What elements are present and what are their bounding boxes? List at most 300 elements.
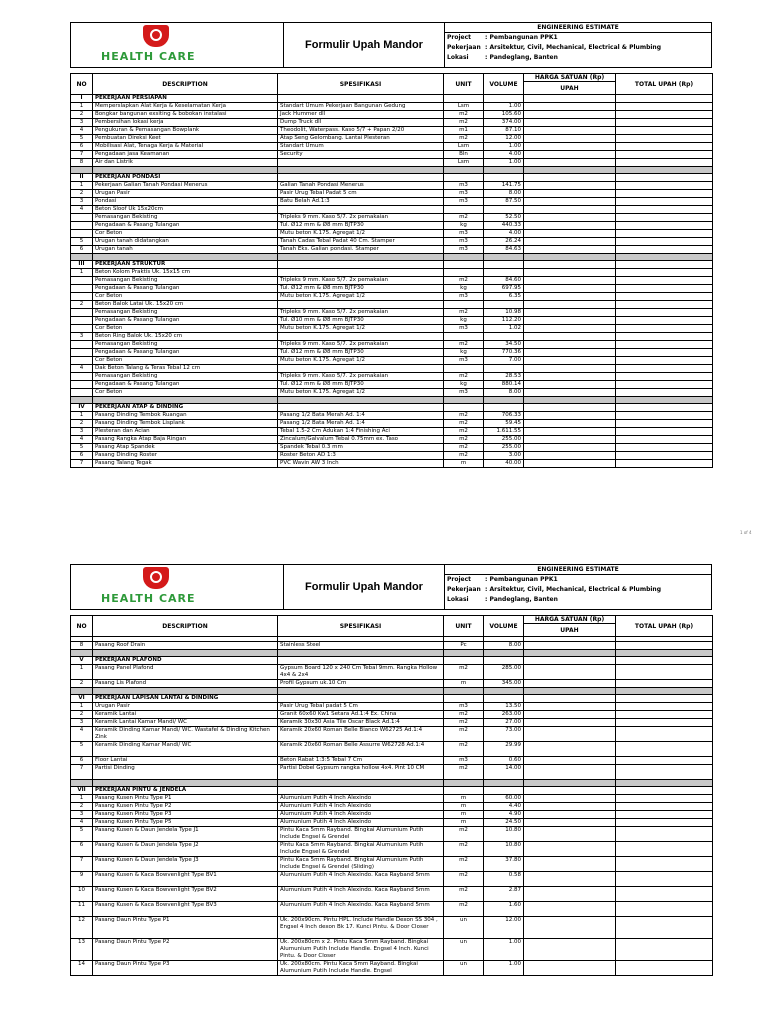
cell-no: 3	[71, 428, 93, 436]
cell-unit: m2	[444, 420, 484, 428]
cell-total	[616, 460, 713, 468]
cell-unit: kg	[444, 222, 484, 230]
col-harga: HARGA SATUAN (Rp)	[524, 616, 616, 624]
table-row	[71, 135, 713, 143]
cell-volume: 14.00	[484, 765, 524, 780]
cell-description: Bongkar bangunan exsiting & bobokan instalasi	[93, 111, 278, 119]
cell-no: 6	[71, 246, 93, 254]
cell-upah	[524, 887, 616, 902]
cell-total	[616, 428, 713, 436]
cell-unit	[444, 365, 484, 373]
cell-upah	[524, 373, 616, 381]
cell-unit: m3	[444, 198, 484, 206]
cell-total	[616, 135, 713, 143]
table-row	[71, 190, 713, 198]
cell-no: 2	[71, 711, 93, 719]
cell-description: Pengadaan & Pasang Tulangan	[93, 317, 278, 325]
cell-spesifikasi: Alumunium Putih 4 Inch Alexindo	[278, 819, 444, 827]
cell-upah	[524, 803, 616, 811]
cell-volume: 34.50	[484, 341, 524, 349]
cell-description: Pasang Kusen Pintu Type P5	[93, 819, 278, 827]
cell-total	[616, 961, 713, 976]
cell-no: 5	[71, 827, 93, 842]
cell-description: Pemasangan Bekisting	[93, 277, 278, 285]
cell-unit	[444, 787, 484, 795]
cell-no	[71, 381, 93, 389]
cell-unit: m3	[444, 238, 484, 246]
cell-upah	[524, 333, 616, 341]
cell-description: Keramik Dinding Kamar Mandi/ WC. Wastafel & Dinding Kitchen Zink	[93, 727, 278, 742]
cell-upah	[524, 827, 616, 842]
cell-no: 6	[71, 842, 93, 857]
cell-total	[616, 143, 713, 151]
cell-upah	[524, 246, 616, 254]
cell-description: PEKERJAAN PONDASI	[93, 174, 278, 182]
cell-no: 7	[71, 460, 93, 468]
cell-total	[616, 727, 713, 742]
cell-total	[616, 842, 713, 857]
cell-unit: m2	[444, 436, 484, 444]
table-row	[71, 939, 713, 961]
cell-volume	[484, 365, 524, 373]
table-row	[71, 317, 713, 325]
cell-spesifikasi: Security	[278, 151, 444, 159]
cell-unit: m3	[444, 357, 484, 365]
cell-upah	[524, 842, 616, 857]
cell-total	[616, 182, 713, 190]
health-care-logo	[71, 565, 284, 609]
cell-unit: m2	[444, 309, 484, 317]
cell-spesifikasi: Keramik 30x30 Asia Tile Oscar Black Ad.1:4	[278, 719, 444, 727]
cell-spesifikasi	[278, 657, 444, 665]
cell-no: 8	[71, 642, 93, 650]
pekerjaan-value: : Arsitektur, Civil, Mechanical, Electrical & Plumbing	[485, 586, 661, 593]
cell-upah	[524, 135, 616, 143]
section-separator	[71, 780, 713, 787]
cell-no: 1	[71, 703, 93, 711]
cell-upah	[524, 680, 616, 688]
section-header-row	[71, 657, 713, 665]
cell-total	[616, 444, 713, 452]
cell-no: 12	[71, 917, 93, 939]
cell-upah	[524, 103, 616, 111]
cell-spesifikasi: Profil Gypsum uk.10 Cm	[278, 680, 444, 688]
cell-no: 5	[71, 238, 93, 246]
cell-description: Cor Beton	[93, 325, 278, 333]
cell-spesifikasi: Tripleks 9 mm. Kaso 5/7. 2x pemakaian	[278, 309, 444, 317]
cell-total	[616, 151, 713, 159]
cell-unit: m1	[444, 127, 484, 135]
cell-upah	[524, 917, 616, 939]
cell-total	[616, 665, 713, 680]
cell-unit: m2	[444, 452, 484, 460]
cell-unit: m	[444, 795, 484, 803]
cell-spesifikasi: Tripleks 9 mm. Kaso 5/7. 2x pemakaian	[278, 277, 444, 285]
table-row	[71, 803, 713, 811]
cell-upah	[524, 420, 616, 428]
cell-unit: m2	[444, 742, 484, 757]
cell-spesifikasi: Tul. Ø12 mm & Ø8 mm BJTP30	[278, 349, 444, 357]
cell-total	[616, 887, 713, 902]
table-row	[71, 703, 713, 711]
cell-unit: Lsm	[444, 103, 484, 111]
cell-total	[616, 857, 713, 872]
section-separator	[71, 254, 713, 261]
cell-description: Urugan tanah didatangkan	[93, 238, 278, 246]
cell-spesifikasi: Alumunium Putih 4 Inch Alexindo. Kaca Rayband 5mm	[278, 902, 444, 917]
form-page-1	[70, 22, 712, 468]
cell-spesifikasi: Jack Hummer dll	[278, 111, 444, 119]
cell-spesifikasi: Standart Umum	[278, 143, 444, 151]
cell-spesifikasi: Tanah Cadas Tebal Padat 40 Cm. Stamper	[278, 238, 444, 246]
cell-total	[616, 174, 713, 182]
table-row	[71, 711, 713, 719]
cell-volume: 1.00	[484, 103, 524, 111]
cell-unit: Lsm	[444, 143, 484, 151]
cell-upah	[524, 365, 616, 373]
table-row	[71, 301, 713, 309]
table-row	[71, 765, 713, 780]
col-unit: UNIT	[444, 74, 484, 95]
cell-unit: m3	[444, 230, 484, 238]
table-row	[71, 365, 713, 373]
cell-upah	[524, 214, 616, 222]
cell-spesifikasi: Tripleks 9 mm. Kaso 5/7. 2x pemakaian	[278, 341, 444, 349]
cell-total	[616, 389, 713, 397]
cell-description: Pengadaan & Pasang Tulangan	[93, 381, 278, 389]
pekerjaan-line	[445, 585, 711, 595]
cell-unit: m2	[444, 214, 484, 222]
cell-spesifikasi: Spandek Tebal 0.3 mm	[278, 444, 444, 452]
cell-upah	[524, 389, 616, 397]
cell-spesifikasi	[278, 301, 444, 309]
cell-volume: 255.00	[484, 444, 524, 452]
cell-volume: 27.00	[484, 719, 524, 727]
cell-total	[616, 285, 713, 293]
cell-no: III	[71, 261, 93, 269]
col-spesifikasi: SPESIFIKASI	[278, 74, 444, 95]
cell-no: 9	[71, 872, 93, 887]
project-info	[445, 565, 711, 609]
cell-upah	[524, 436, 616, 444]
cell-spesifikasi: Atap Seng Gelombang. Lantai Plesteran	[278, 135, 444, 143]
cell-spesifikasi: Tul. Ø12 mm & Ø8 mm BJTP30	[278, 381, 444, 389]
table-row	[71, 238, 713, 246]
cell-unit: m3	[444, 182, 484, 190]
cell-spesifikasi: Granit 60x60 Kw1 Setara Ad.1:4 Ex. China	[278, 711, 444, 719]
cell-volume: 37.80	[484, 857, 524, 872]
cell-no: 7	[71, 857, 93, 872]
cell-no: 4	[71, 819, 93, 827]
col-upah: UPAH	[524, 624, 616, 637]
cell-total	[616, 703, 713, 711]
cell-spesifikasi: Batu Belah Ad.1:3	[278, 198, 444, 206]
cell-description: Pemasangan Bekisting	[93, 214, 278, 222]
cell-upah	[524, 261, 616, 269]
cell-no: 6	[71, 452, 93, 460]
lokasi-label: Lokasi	[447, 54, 469, 61]
cell-spesifikasi	[278, 159, 444, 167]
col-total: TOTAL UPAH (Rp)	[616, 616, 713, 637]
cell-total	[616, 795, 713, 803]
cell-spesifikasi: Tripleks 9 mm. Kaso 5/7. 2x pemakaian	[278, 373, 444, 381]
cell-volume	[484, 333, 524, 341]
cell-unit	[444, 695, 484, 703]
cell-upah	[524, 230, 616, 238]
table-row	[71, 857, 713, 872]
cell-spesifikasi: Pasir Urug Tebal Padat 5 cm	[278, 190, 444, 198]
cell-upah	[524, 452, 616, 460]
cell-spesifikasi: Gypsum Board 120 x 240 Cm Tebal 9mm. Rangka Hollow 4x4 & 2x4	[278, 665, 444, 680]
cell-no: 2	[71, 803, 93, 811]
table-row	[71, 151, 713, 159]
cell-volume: 84.63	[484, 246, 524, 254]
cell-volume: 10.98	[484, 309, 524, 317]
cell-unit: m2	[444, 827, 484, 842]
cell-total	[616, 803, 713, 811]
cell-description: Pasang Daun Pintu Type P3	[93, 961, 278, 976]
cell-upah	[524, 293, 616, 301]
cell-spesifikasi: Stainless Steel	[278, 642, 444, 650]
cell-no: 4	[71, 206, 93, 214]
cell-no: 7	[71, 765, 93, 780]
cell-description: Pasang Dinding Tembok Ruangan	[93, 412, 278, 420]
table-row	[71, 127, 713, 135]
cell-volume: 73.00	[484, 727, 524, 742]
table-row	[71, 680, 713, 688]
page-number: 1 of 4	[740, 530, 752, 535]
table-row	[71, 285, 713, 293]
cell-volume: 1.00	[484, 143, 524, 151]
cell-volume	[484, 95, 524, 103]
cell-no: II	[71, 174, 93, 182]
cell-unit	[444, 95, 484, 103]
table-row	[71, 917, 713, 939]
cell-no	[71, 325, 93, 333]
section-header-row	[71, 95, 713, 103]
project-label: Project	[447, 576, 472, 583]
cell-description: Pasang Kusen Pintu Type P2	[93, 803, 278, 811]
cell-volume	[484, 695, 524, 703]
section-header-row	[71, 695, 713, 703]
table-row	[71, 444, 713, 452]
cell-spesifikasi: Tanah Eks. Galian pondasi. Stamper	[278, 246, 444, 254]
cell-volume: 13.50	[484, 703, 524, 711]
cell-no	[71, 222, 93, 230]
cell-volume	[484, 404, 524, 412]
cell-unit: kg	[444, 285, 484, 293]
cell-description: Floor Lantai	[93, 757, 278, 765]
table-row	[71, 198, 713, 206]
table-row	[71, 143, 713, 151]
cell-total	[616, 819, 713, 827]
cell-volume: 345.00	[484, 680, 524, 688]
cell-description: Dak Beton Talang & Teras Tebal 12 cm	[93, 365, 278, 373]
cell-no	[71, 277, 93, 285]
cell-no: 1	[71, 665, 93, 680]
cell-volume: 770.36	[484, 349, 524, 357]
cell-description: Pasang Kusen & Kaca Bowvenlight Type BV1	[93, 872, 278, 887]
cell-description: Pasang Kusen & Daun Jendela Type J3	[93, 857, 278, 872]
cell-total	[616, 317, 713, 325]
cell-description: PEKERJAAN STRUKTUR	[93, 261, 278, 269]
cell-total	[616, 309, 713, 317]
cell-upah	[524, 642, 616, 650]
table-row	[71, 436, 713, 444]
cell-upah	[524, 143, 616, 151]
cell-spesifikasi: Alumunium Putih 4 Inch Alexindo	[278, 811, 444, 819]
cell-volume	[484, 206, 524, 214]
cell-total	[616, 357, 713, 365]
col-description: DESCRIPTION	[93, 616, 278, 637]
cell-upah	[524, 404, 616, 412]
cell-volume: 1.00	[484, 939, 524, 961]
cell-total	[616, 127, 713, 135]
cell-unit: kg	[444, 381, 484, 389]
logo-emblem-icon	[143, 567, 169, 589]
cell-description: Pasang Daun Pintu Type P2	[93, 939, 278, 961]
table-row	[71, 293, 713, 301]
cell-spesifikasi: Alumunium Putih 4 Inch Alexindo. Kaca Rayband 5mm	[278, 872, 444, 887]
cell-unit: m2	[444, 887, 484, 902]
cell-total	[616, 412, 713, 420]
cell-volume: 87.50	[484, 198, 524, 206]
cell-unit: m	[444, 460, 484, 468]
cell-upah	[524, 695, 616, 703]
cell-spesifikasi: Zincalum/Galvalum Tebal 0.75mm ex. Taso	[278, 436, 444, 444]
cell-unit	[444, 261, 484, 269]
cell-description: Pembuatan Direksi Keet	[93, 135, 278, 143]
cell-volume: 24.50	[484, 819, 524, 827]
cell-description: PEKERJAAN LAPISAN LANTAI & DINDING	[93, 695, 278, 703]
cell-spesifikasi: Mutu beton K.175. Agregat 1/2	[278, 389, 444, 397]
cell-spesifikasi	[278, 695, 444, 703]
cell-no: 5	[71, 742, 93, 757]
cell-volume: 4.00	[484, 230, 524, 238]
col-upah: UPAH	[524, 82, 616, 95]
cell-volume: 4.40	[484, 803, 524, 811]
cell-upah	[524, 872, 616, 887]
cell-total	[616, 261, 713, 269]
cell-description: Urugan Pasir	[93, 190, 278, 198]
cell-spesifikasi: Tul. Ø12 mm & Ø8 mm BJTP30	[278, 285, 444, 293]
col-volume: VOLUME	[484, 74, 524, 95]
cell-total	[616, 939, 713, 961]
cell-volume: 29.99	[484, 742, 524, 757]
project-label: Project	[447, 34, 472, 41]
cell-description: Pekerjaan Galian Tanah Pondasi Menerus	[93, 182, 278, 190]
cell-spesifikasi: Pintu Kaca 5mm Rayband. Bingkai Alumunium Putih Include Engsel & Grendel (Sliding)	[278, 857, 444, 872]
cell-spesifikasi	[278, 333, 444, 341]
table-row	[71, 887, 713, 902]
table-row	[71, 961, 713, 976]
section-separator	[71, 688, 713, 695]
cell-no: 2	[71, 680, 93, 688]
project-line	[445, 33, 711, 43]
cell-upah	[524, 111, 616, 119]
section-separator	[71, 397, 713, 404]
cell-description: Pasang Dinding Roster	[93, 452, 278, 460]
cell-unit: m2	[444, 711, 484, 719]
cell-unit	[444, 269, 484, 277]
table-row	[71, 103, 713, 111]
cell-spesifikasi: Pasang 1/2 Bata Merah Ad. 1:4	[278, 420, 444, 428]
cell-description: Partisi Dinding	[93, 765, 278, 780]
cell-volume: 60.00	[484, 795, 524, 803]
cell-spesifikasi: Tul. Ø10 mm & Ø8 mm BJTP30	[278, 317, 444, 325]
cell-volume: 2.87	[484, 887, 524, 902]
table-row	[71, 827, 713, 842]
table-row	[71, 872, 713, 887]
logo-text: HEALTH CARE	[101, 592, 196, 605]
cell-unit	[444, 206, 484, 214]
cell-volume: 0.58	[484, 872, 524, 887]
cell-upah	[524, 325, 616, 333]
cell-unit: Pc	[444, 642, 484, 650]
cell-upah	[524, 719, 616, 727]
cell-spesifikasi: Pasang 1/2 Bata Merah Ad. 1:4	[278, 412, 444, 420]
cell-spesifikasi	[278, 365, 444, 373]
cell-spesifikasi: Mutu beton K.175. Agregat 1/2	[278, 325, 444, 333]
cell-upah	[524, 269, 616, 277]
cell-spesifikasi	[278, 261, 444, 269]
cell-no: 1	[71, 182, 93, 190]
cell-upah	[524, 151, 616, 159]
cell-no: 3	[71, 811, 93, 819]
cell-description: Pasang Atap Spandek	[93, 444, 278, 452]
cell-total	[616, 301, 713, 309]
cell-volume: 263.00	[484, 711, 524, 719]
section-header-row	[71, 404, 713, 412]
estimate-table-1	[70, 73, 713, 468]
cell-total	[616, 719, 713, 727]
cell-upah	[524, 119, 616, 127]
cell-description: PEKERJAAN ATAP & DINDING	[93, 404, 278, 412]
cell-total	[616, 695, 713, 703]
cell-description: Pasang Roof Drain	[93, 642, 278, 650]
cell-volume: 3.00	[484, 452, 524, 460]
cell-volume: 1.611.55	[484, 428, 524, 436]
table-row	[71, 727, 713, 742]
table-row	[71, 381, 713, 389]
cell-no: 4	[71, 727, 93, 742]
cell-unit: m2	[444, 277, 484, 285]
cell-volume: 52.50	[484, 214, 524, 222]
cell-volume: 1.00	[484, 159, 524, 167]
lokasi-value: : Pandeglang, Banten	[485, 54, 558, 61]
cell-spesifikasi: PVC Wavin AW 3 Inch	[278, 460, 444, 468]
cell-total	[616, 742, 713, 757]
cell-description: PEKERJAAN PINTU & JENDELA	[93, 787, 278, 795]
cell-upah	[524, 742, 616, 757]
cell-spesifikasi: Mutu beton K.175. Agregat 1/2	[278, 293, 444, 301]
form-header	[70, 564, 712, 610]
cell-description: Memperslapkan Alat Kerja & Keselamatan Kerja	[93, 103, 278, 111]
cell-total	[616, 341, 713, 349]
cell-upah	[524, 428, 616, 436]
cell-description: Pemasangan Bekisting	[93, 309, 278, 317]
table-row	[71, 269, 713, 277]
col-spesifikasi: SPESIFIKASI	[278, 616, 444, 637]
cell-no	[71, 349, 93, 357]
cell-unit: Bln	[444, 151, 484, 159]
cell-unit: m2	[444, 135, 484, 143]
cell-volume: 112.20	[484, 317, 524, 325]
cell-total	[616, 436, 713, 444]
cell-description: Beton Sloof Uk 15x20cm	[93, 206, 278, 214]
cell-unit: m3	[444, 389, 484, 397]
table-row	[71, 206, 713, 214]
